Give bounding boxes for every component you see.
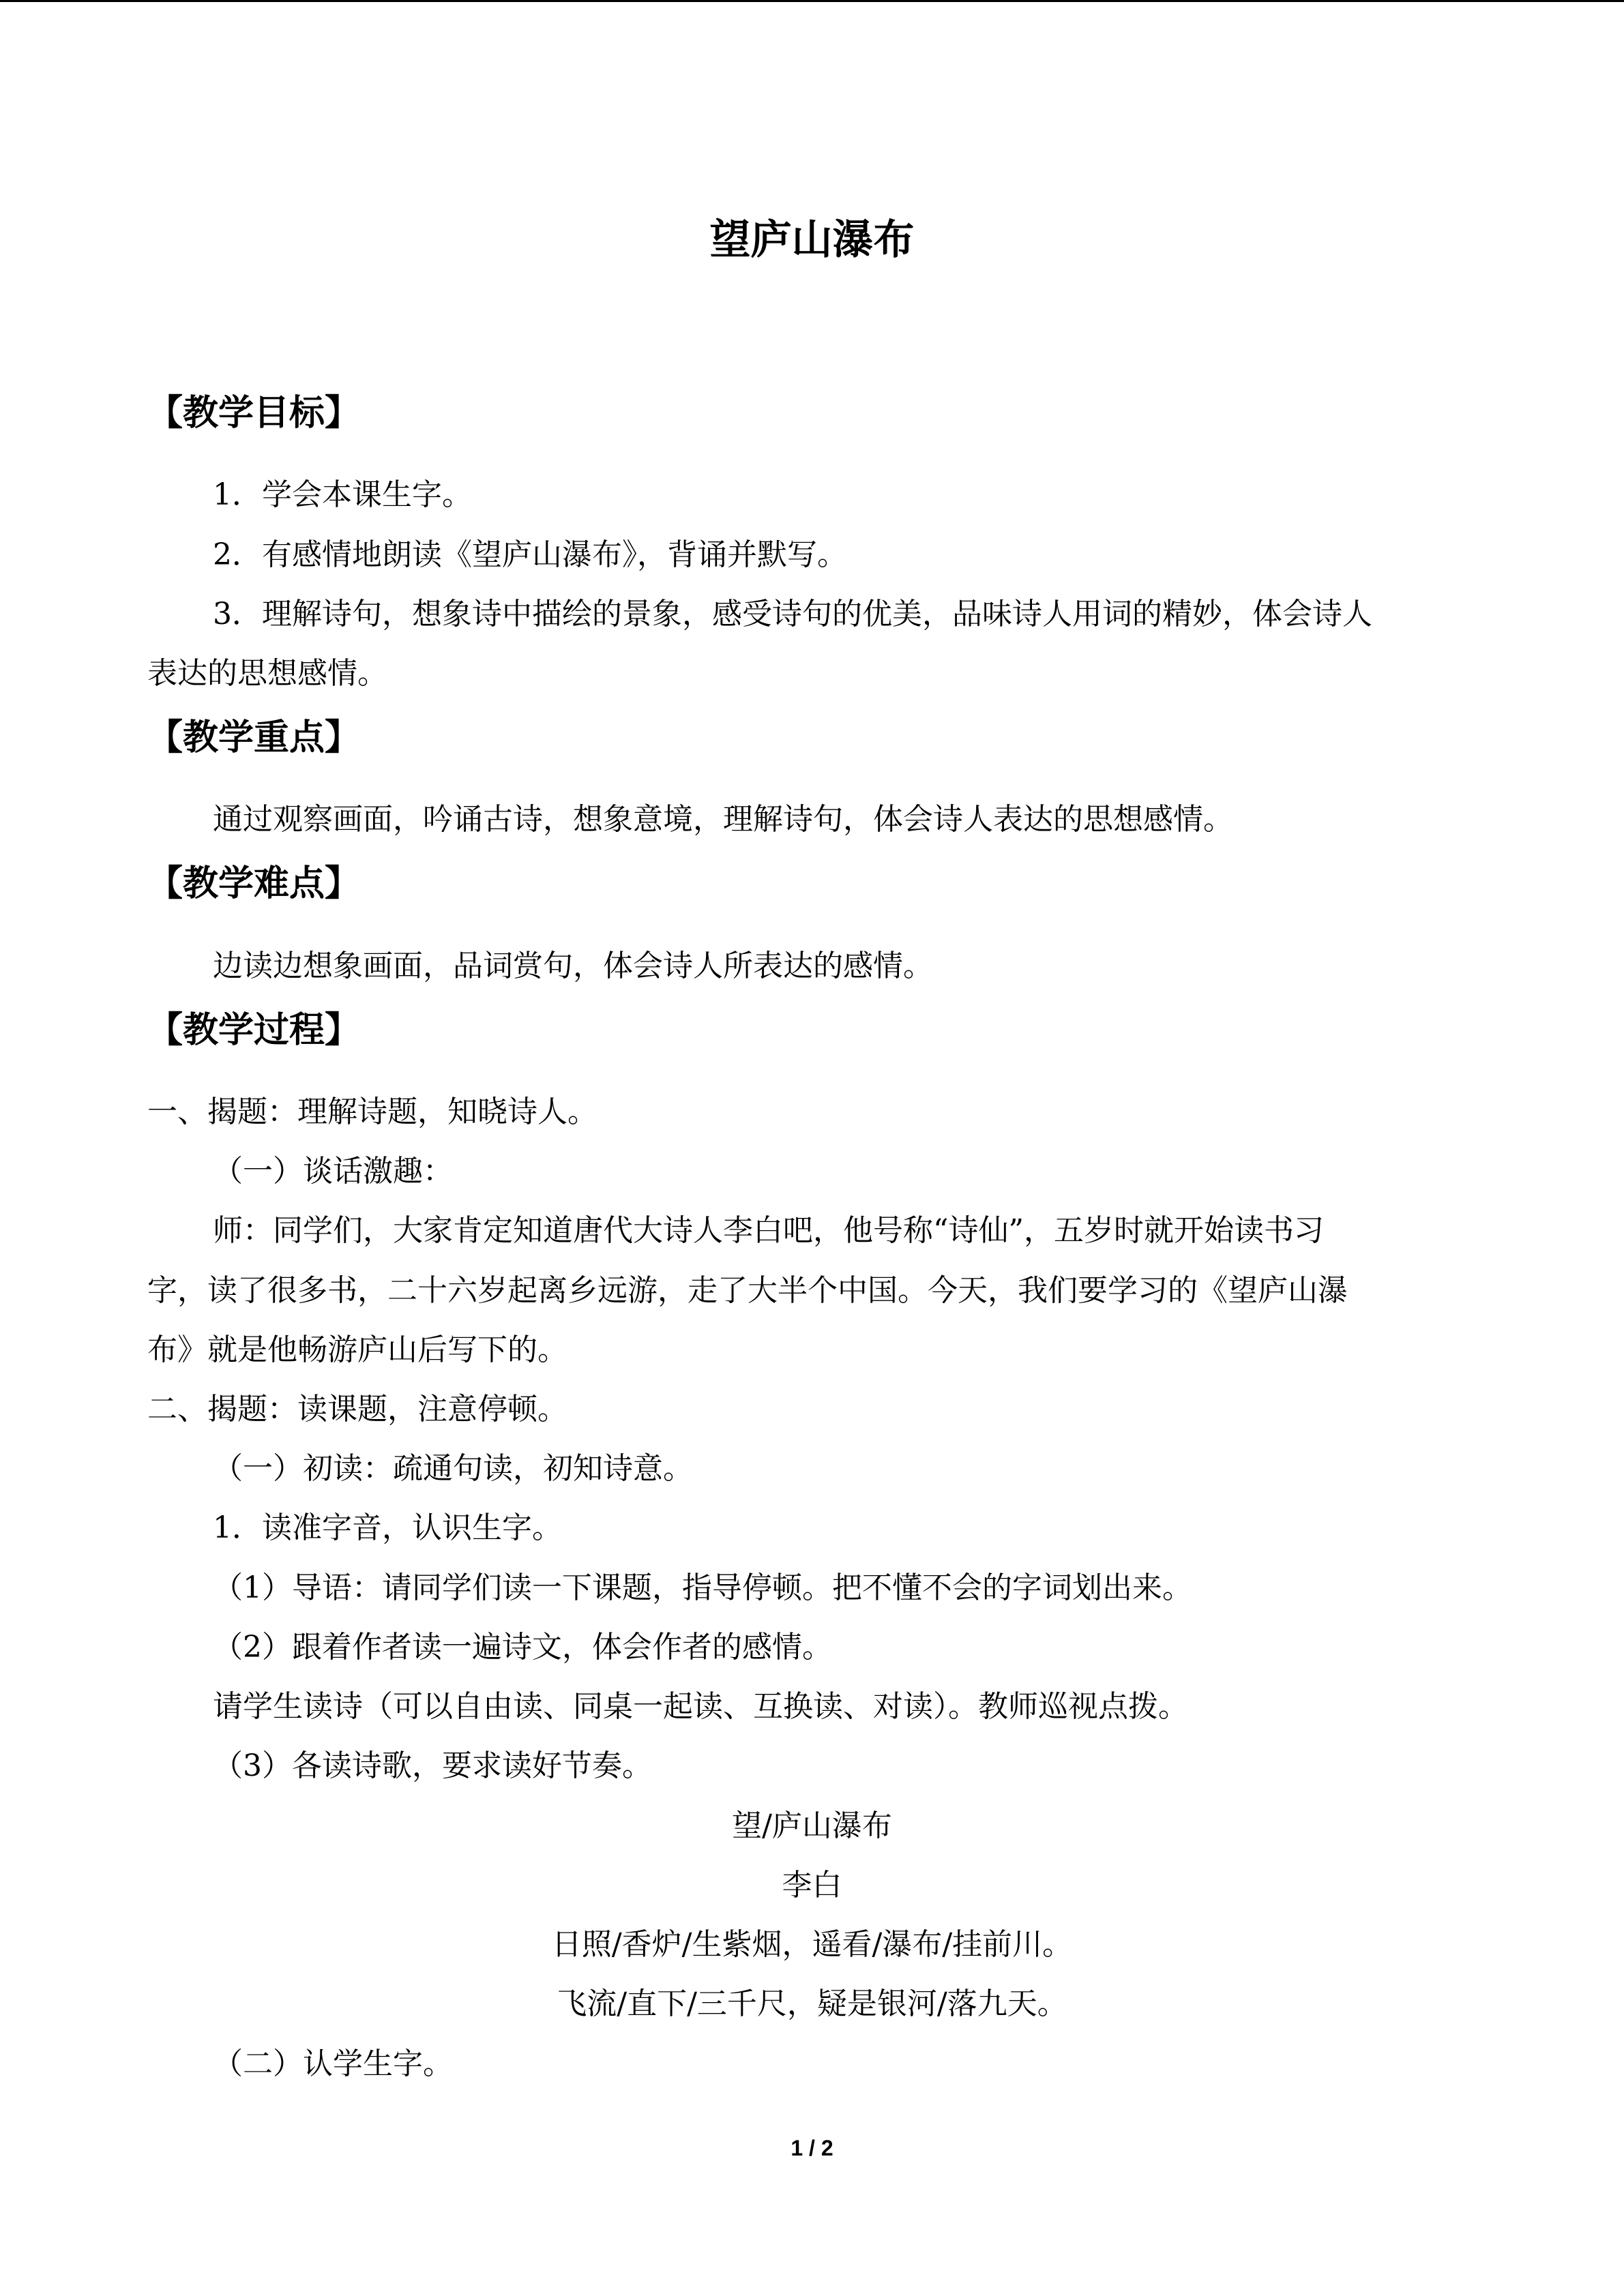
poem-title: 望/庐山瀑布 bbox=[732, 1808, 892, 1843]
section-heading-process: 【教学过程】 bbox=[147, 1010, 361, 1051]
process-step-2-sub-2: （二）认学生字。 bbox=[213, 2046, 453, 2081]
objective-item-1: 1．学会本课生字。 bbox=[213, 477, 472, 512]
page-title: 望庐山瀑布 bbox=[709, 216, 915, 264]
reading-item-1: 1．读准字音，认识生字。 bbox=[213, 1510, 562, 1545]
objective-item-3-continued: 表达的思想感情。 bbox=[147, 656, 387, 691]
top-border-line bbox=[0, 0, 1624, 2]
process-step-1-sub: （一）谈话激趣： bbox=[213, 1154, 453, 1189]
poem-line-2: 飞流/直下/三千尺，疑是银河/落九天。 bbox=[557, 1986, 1067, 2021]
section-heading-objectives: 【教学目标】 bbox=[147, 393, 361, 434]
poem-line-1: 日照/香炉/生紫烟，遥看/瀑布/挂前川。 bbox=[551, 1927, 1073, 1962]
reading-item-1d: （3）各读诗歌，要求读好节奏。 bbox=[213, 1748, 652, 1783]
reading-item-1c: 请学生读诗（可以自由读、同桌一起读、互换读、对读）。教师巡视点拨。 bbox=[213, 1689, 1188, 1724]
teacher-intro-line-3: 布》就是他畅游庐山后写下的。 bbox=[147, 1332, 567, 1367]
reading-item-1a: （1）导语：请同学们读一下课题，指导停顿。把不懂不会的字词划出来。 bbox=[213, 1570, 1192, 1605]
process-step-2-sub: （一）初读：疏通句读，初知诗意。 bbox=[213, 1451, 693, 1486]
poem-author: 李白 bbox=[782, 1868, 842, 1903]
difficulties-text: 边读边想象画面，品词赏句，体会诗人所表达的感情。 bbox=[213, 949, 933, 983]
process-step-1: 一、揭题：理解诗题，知晓诗人。 bbox=[147, 1094, 597, 1129]
key-points-text: 通过观察画面，吟诵古诗，想象意境，理解诗句，体会诗人表达的思想感情。 bbox=[213, 802, 1233, 837]
reading-item-1b: （2）跟着作者读一遍诗文，体会作者的感情。 bbox=[213, 1630, 832, 1665]
section-heading-difficulties: 【教学难点】 bbox=[147, 863, 361, 904]
teacher-intro-line-2: 字，读了很多书，二十六岁起离乡远游，走了大半个中国。今天，我们要学习的《望庐山瀑 bbox=[147, 1273, 1348, 1308]
teacher-intro-line-1: 师：同学们，大家肯定知道唐代大诗人李白吧，他号称“诗仙”，五岁时就开始读书习 bbox=[213, 1213, 1324, 1248]
objective-item-3: 3．理解诗句，想象诗中描绘的景象，感受诗句的优美，品味诗人用词的精妙，体会诗人 bbox=[213, 597, 1372, 631]
page-number: 1 / 2 bbox=[791, 2136, 833, 2160]
objective-item-2: 2．有感情地朗读《望庐山瀑布》，背诵并默写。 bbox=[213, 537, 847, 572]
process-step-2: 二、揭题：读课题，注意停顿。 bbox=[147, 1392, 567, 1427]
section-heading-key-points: 【教学重点】 bbox=[147, 717, 361, 758]
